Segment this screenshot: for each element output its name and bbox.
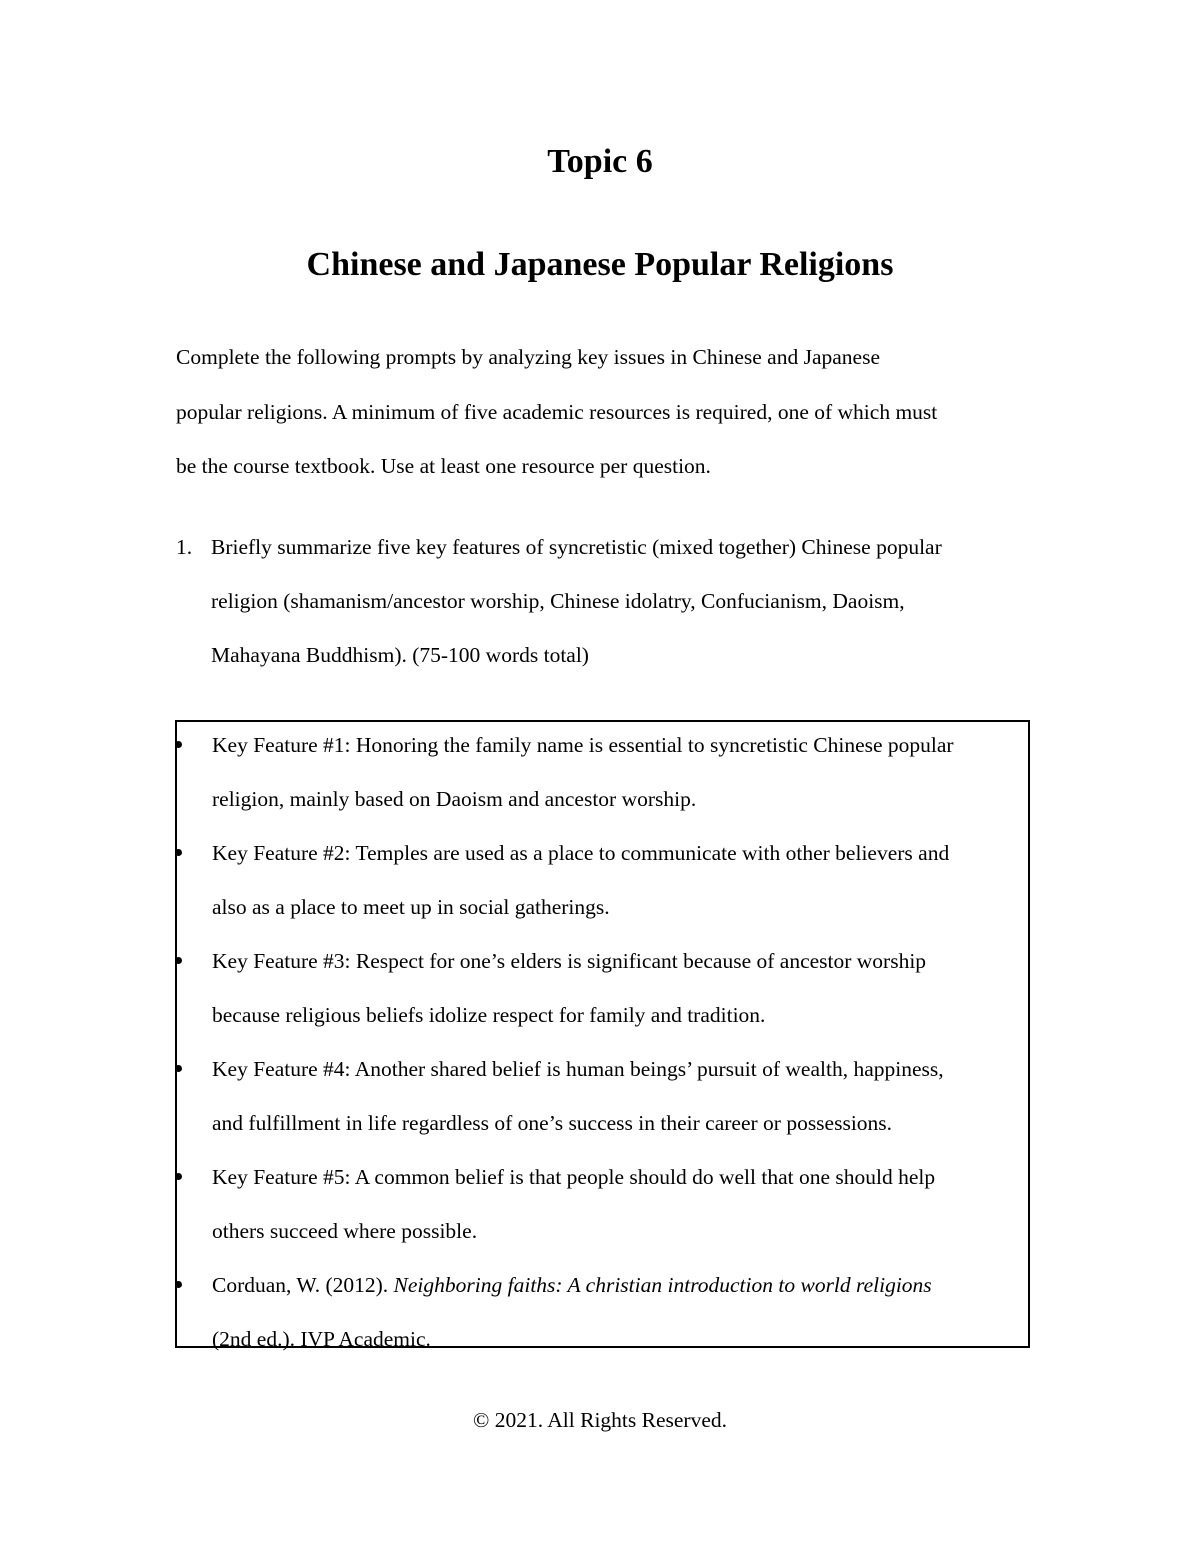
question-line: Mahayana Buddhism). (75-100 words total) (211, 643, 589, 667)
intro-line: Complete the following prompts by analyzing key issues in Chinese and Japanese (176, 345, 880, 369)
answer-line: Key Feature #4: Another shared belief is human beings’ pursuit of wealth, happiness, (212, 1057, 944, 1081)
question-number: 1. (176, 535, 193, 559)
topic-heading: Topic 6 (547, 143, 653, 180)
answer-line: and fulfillment in life regardless of one’s success in their career or possessions. (212, 1111, 893, 1135)
intro-line: popular religions. A minimum of five academic resources is required, one of which must (176, 399, 938, 424)
list-item (177, 718, 1028, 826)
answer-list (177, 718, 1028, 1366)
intro-line: be the course textbook. Use at least one resource per question. (176, 454, 711, 478)
answer-line: Key Feature #3: Respect for one’s elders is significant because of ancestor worship (212, 949, 927, 973)
answer-line: others succeed where possible. (212, 1219, 478, 1243)
bullet-icon (175, 1281, 182, 1288)
page-title: Chinese and Japanese Popular Religions (306, 246, 894, 283)
footer-copyright: © 2021. All Rights Reserved. (472, 1408, 728, 1432)
list-item (177, 934, 1028, 1042)
reference-author: Corduan, W. (2012). (212, 1273, 394, 1297)
list-item (177, 1150, 1028, 1258)
reference-line (212, 1258, 1024, 1312)
question-text (211, 520, 1036, 682)
reference-item (177, 1258, 1028, 1366)
bullet-icon (175, 849, 182, 856)
answer-line: religion, mainly based on Daoism and ancestor worship. (212, 787, 697, 811)
bullet-icon (175, 741, 182, 748)
bullet-icon (175, 1065, 182, 1072)
reference-edition: (2nd ed.). IVP Academic. (212, 1327, 431, 1351)
reference-title: Neighboring faiths: A christian introduction to world religions (393, 1273, 932, 1297)
question-line: Briefly summarize five key features of syncretistic (mixed together) Chinese popular (211, 535, 942, 559)
question-line: religion (shamanism/ancestor worship, Chinese idolatry, Confucianism, Daoism, (211, 589, 905, 613)
bullet-icon (175, 1173, 182, 1180)
answer-line: because religious beliefs idolize respect for family and tradition. (212, 1003, 766, 1027)
intro-paragraph (176, 330, 1036, 494)
answer-line: Key Feature #5: A common belief is that people should do well that one should help (212, 1165, 936, 1189)
question-1 (176, 520, 1036, 682)
list-item (177, 826, 1028, 934)
answer-line: Key Feature #2: Temples are used as a place to communicate with other believers and (212, 841, 950, 865)
list-item (177, 1042, 1028, 1150)
bullet-icon (175, 957, 182, 964)
answer-box (175, 720, 1030, 1351)
answer-line: Key Feature #1: Honoring the family name is essential to syncretistic Chinese popular (212, 733, 954, 757)
answer-line: also as a place to meet up in social gatherings. (212, 895, 610, 919)
